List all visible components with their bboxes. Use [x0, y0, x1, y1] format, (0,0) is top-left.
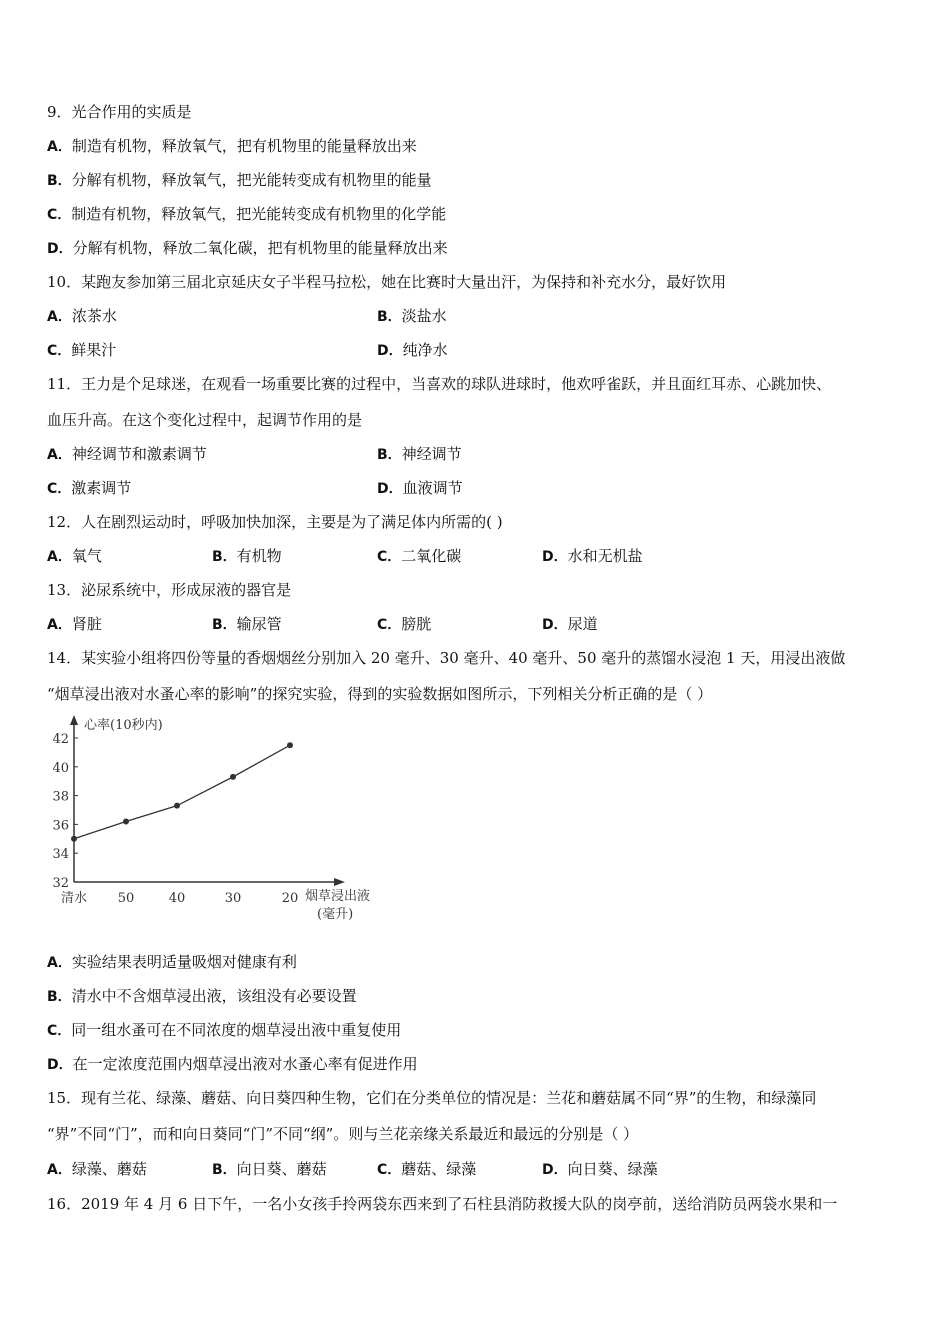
y-tick-label: 40: [52, 760, 69, 776]
q12-stem: 12．人在剧烈运动时，呼吸加快加深，主要是为了满足体内所需的( ): [47, 513, 503, 531]
q15-option-d: D．向日葵、绿藻: [542, 1160, 658, 1178]
q9-option-d: D．分解有机物，释放二氧化碳，把有机物里的能量释放出来: [47, 239, 448, 257]
q13-stem: 13．泌尿系统中，形成尿液的器官是: [47, 581, 292, 599]
q14-option-b: B．清水中不含烟草浸出液，该组没有必要设置: [47, 987, 357, 1005]
y-tick-label: 42: [52, 732, 69, 747]
x-axis-label: 烟草浸出液: [305, 889, 371, 904]
y-tick-label: 34: [52, 847, 69, 863]
q9-option-a: A．制造有机物，释放氧气，把有机物里的能量释放出来: [47, 137, 417, 155]
heart-rate-chart: [47, 712, 392, 927]
q13-option-d: D．尿道: [542, 615, 598, 633]
q12-option-b: B．有机物: [212, 547, 282, 565]
q11-stem-line1: 11．王力是个足球迷，在观看一场重要比赛的过程中，当喜欢的球队进球时，他欢呼雀跃，并且面红耳赤、心跳加快、: [47, 375, 832, 393]
y-tick-label: 38: [52, 789, 69, 805]
data-point: [230, 774, 236, 780]
q15-stem-line2: “界”不同“门”，而和向日葵同“门”不同“纲”。则与兰花亲缘关系最近和最远的分别是（ ）: [47, 1125, 639, 1143]
q10-option-d: D．纯净水: [377, 341, 448, 359]
x-axis-unit: (毫升): [317, 907, 354, 922]
q13-option-c: C．膀胱: [377, 615, 432, 633]
q9-stem: 9．光合作用的实质是: [47, 103, 192, 121]
q10-option-b: B．淡盐水: [377, 307, 447, 325]
q11-option-a: A．神经调节和激素调节: [47, 445, 207, 463]
x-tick-label: 50: [117, 891, 135, 906]
q14-option-a: A．实验结果表明适量吸烟对健康有利: [47, 953, 297, 971]
q11-option-b: B．神经调节: [377, 445, 462, 463]
y-axis-arrow: [70, 715, 78, 725]
q14-stem-line1: 14．某实验小组将四份等量的香烟烟丝分别加入 20 毫升、30 毫升、40 毫升、50 毫升的蒸馏水浸泡 1 天，用浸出液做: [47, 649, 846, 667]
q11-stem-line2: 血压升高。在这个变化过程中，起调节作用的是: [47, 411, 363, 429]
q11-option-c: C．激素调节: [47, 479, 132, 497]
series-line: [74, 745, 290, 839]
q13-option-a: A．肾脏: [47, 615, 102, 633]
y-axis-label: 心率(10秒内): [84, 718, 163, 733]
q9-option-c: C．制造有机物，释放氧气，把光能转变成有机物里的化学能: [47, 205, 447, 223]
data-point: [71, 836, 77, 842]
q15-stem-line1: 15．现有兰花、绿藻、蘑菇、向日葵四种生物，它们在分类单位的情况是：兰花和蘑菇属不同“界”的生物，和绿藻同: [47, 1089, 817, 1107]
q14-option-c: C．同一组水蚤可在不同浓度的烟草浸出液中重复使用: [47, 1021, 402, 1039]
q10-option-a: A．浓茶水: [47, 307, 117, 325]
x-tick-label: 40: [168, 891, 186, 906]
data-point: [123, 819, 129, 825]
x-tick-label: 30: [224, 891, 242, 906]
q15-option-c: C．蘑菇、绿藻: [377, 1160, 477, 1178]
y-tick-label: 32: [52, 876, 69, 891]
x-axis-arrow: [334, 878, 345, 886]
q14-stem-line2: “烟草浸出液对水蚤心率的影响”的探究实验，得到的实验数据如图所示，下列相关分析正确的是（ ）: [47, 685, 713, 703]
x-tick-label: 清水: [60, 891, 88, 906]
q15-option-a: A．绿藻、蘑菇: [47, 1160, 147, 1178]
q11-option-d: D．血液调节: [377, 479, 463, 497]
y-tick-label: 36: [52, 818, 69, 834]
q10-stem: 10．某跑友参加第三届北京延庆女子半程马拉松，她在比赛时大量出汗，为保持和补充水分，最好饮用: [47, 273, 727, 291]
data-point: [174, 803, 180, 809]
q15-option-b: B．向日葵、蘑菇: [212, 1160, 327, 1178]
q12-option-c: C．二氧化碳: [377, 547, 462, 565]
q16-stem: 16．2019 年 4 月 6 日下午，一名小女孩手拎两袋东西来到了石柱县消防救援大队的岗亭前，送给消防员两袋水果和一: [47, 1195, 838, 1213]
q14-option-d: D．在一定浓度范围内烟草浸出液对水蚤心率有促进作用: [47, 1055, 418, 1073]
data-point: [287, 742, 293, 748]
q9-option-b: B．分解有机物，释放氧气，把光能转变成有机物里的能量: [47, 171, 432, 189]
q12-option-a: A．氧气: [47, 547, 102, 565]
x-tick-label: 20: [281, 891, 299, 906]
q10-option-c: C．鲜果汁: [47, 341, 117, 359]
q13-option-b: B．输尿管: [212, 615, 282, 633]
q12-option-d: D．水和无机盐: [542, 547, 643, 565]
